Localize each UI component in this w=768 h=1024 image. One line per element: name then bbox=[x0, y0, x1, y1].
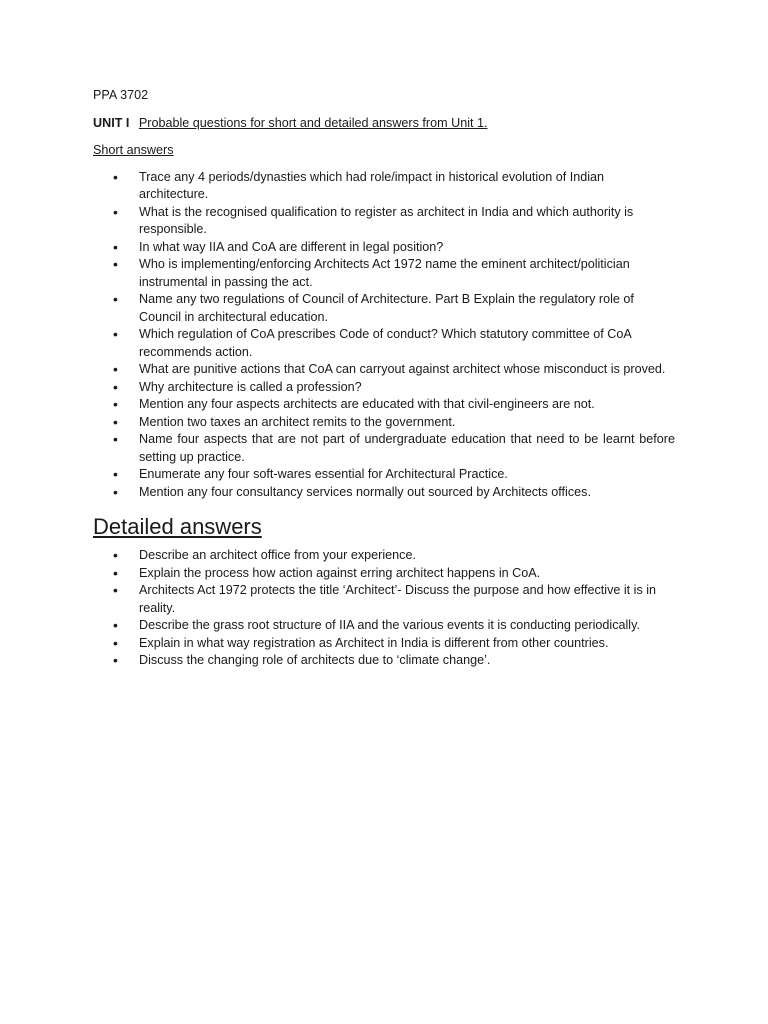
list-item: • Name any two regulations of Council of Architecture. Part B Explain the regulatory role of Council in architectural education. bbox=[93, 291, 675, 326]
document-page bbox=[93, 87, 675, 670]
list-item: • Mention any four aspects architects are educated with that civil-engineers are not. bbox=[93, 396, 675, 414]
list-item: • Which regulation of CoA prescribes Code of conduct? Which statutory committee of CoA recommends action. bbox=[93, 326, 675, 361]
list-item: • Describe the grass root structure of IIA and the various events it is conducting periodically. bbox=[93, 617, 675, 635]
short-answers-heading: Short answers bbox=[93, 143, 174, 157]
list-item: • What is the recognised qualification to register as architect in India and which authority is responsible. bbox=[93, 204, 675, 239]
list-item: • Name four aspects that are not part of undergraduate education that need to be learnt before setting up practice. bbox=[93, 431, 675, 466]
list-item: • Why architecture is called a profession? bbox=[93, 379, 675, 397]
list-item: • Describe an architect office from your experience. bbox=[93, 547, 675, 565]
list-item: • Mention two taxes an architect remits to the government. bbox=[93, 414, 675, 432]
list-item: • Architects Act 1972 protects the title ‘Architect’- Discuss the purpose and how effective it is in reality. bbox=[93, 582, 675, 617]
short-answers-list bbox=[93, 169, 675, 502]
detailed-answers-heading: Detailed answers bbox=[93, 514, 262, 539]
detailed-answers-list bbox=[93, 547, 675, 670]
list-item: • Mention any four consultancy services normally out sourced by Architects offices. bbox=[93, 484, 675, 502]
unit-title: Probable questions for short and detailed answers from Unit 1. bbox=[138, 115, 488, 130]
list-item: • Discuss the changing role of architects due to ‘climate change’. bbox=[93, 652, 675, 670]
list-item: • What are punitive actions that CoA can carryout against architect whose misconduct is proved. bbox=[93, 361, 675, 379]
list-item: • In what way IIA and CoA are different in legal position? bbox=[93, 239, 675, 257]
list-item: • Explain in what way registration as Architect in India is different from other countries. bbox=[93, 635, 675, 653]
list-item: • Who is implementing/enforcing Architects Act 1972 name the eminent architect/politician instrumental in passing the act. bbox=[93, 256, 675, 291]
list-item: • Explain the process how action against erring architect happens in CoA. bbox=[93, 565, 675, 583]
course-code: PPA 3702 bbox=[93, 88, 149, 102]
list-item: • Trace any 4 periods/dynasties which had role/impact in historical evolution of Indian architecture. bbox=[93, 169, 675, 204]
unit-heading bbox=[93, 115, 675, 133]
list-item: • Enumerate any four soft-wares essential for Architectural Practice. bbox=[93, 466, 675, 484]
unit-label: UNIT I bbox=[93, 115, 130, 130]
